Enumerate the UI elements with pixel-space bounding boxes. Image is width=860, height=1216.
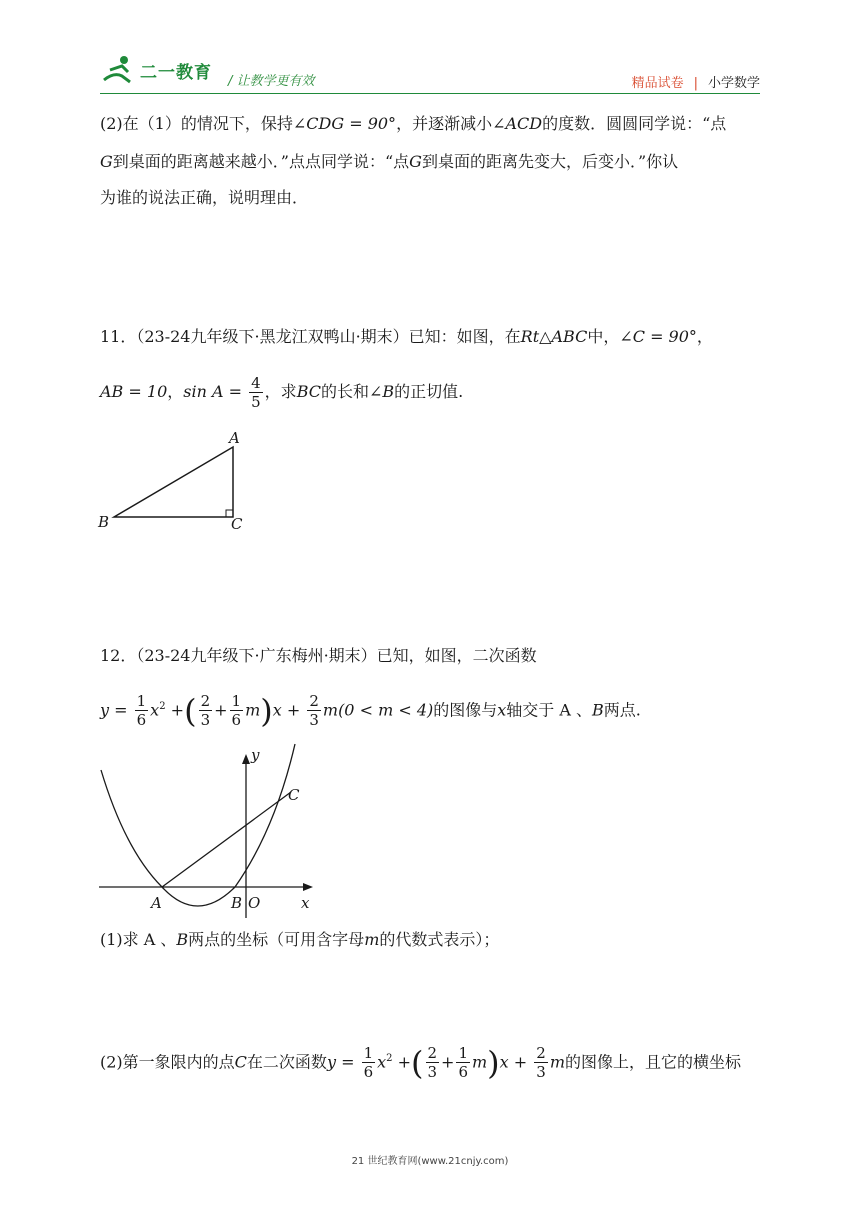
runner-logo-icon: [100, 52, 140, 88]
text: 的长和: [320, 382, 369, 401]
numerator: 2: [536, 1044, 546, 1063]
numerator: 2: [200, 692, 211, 711]
math-sin-a: sin A =: [183, 382, 243, 401]
numerator: 4: [251, 374, 261, 392]
label-b: B: [231, 894, 243, 912]
q10-part2-line3: 为谁的说法正确，说明理由．: [100, 188, 309, 207]
math-condition: (0 < m < 4): [338, 700, 434, 720]
denominator: 6: [458, 1063, 468, 1082]
text: 11．（23-24九年级下·黑龙江双鸭山·期末）已知：如图，在: [100, 327, 521, 346]
paren-close: ): [260, 691, 273, 730]
numerator: 1: [458, 1044, 468, 1063]
header-divider: [100, 93, 760, 94]
math-m: m: [472, 1052, 488, 1072]
text: ，并逐渐减小: [396, 114, 493, 133]
numerator: 2: [427, 1044, 438, 1063]
fraction-1-6: [230, 692, 244, 729]
text: 的代数式表示）；: [379, 930, 500, 949]
page-footer: 21 世纪教育网(www.21cnjy.com): [351, 1156, 509, 1167]
text: 在二次函数: [246, 1052, 327, 1072]
math-x: x: [150, 700, 160, 720]
header-tags: [632, 72, 760, 91]
triangle-abc: [114, 447, 233, 517]
q11-line1: [100, 327, 713, 347]
text: ，: [696, 327, 713, 346]
text: 中，: [587, 327, 620, 346]
math-y-eq: y =: [100, 700, 128, 720]
denominator: 5: [251, 393, 261, 411]
text: 轴交于 A 、: [506, 700, 593, 720]
plus: +: [170, 700, 185, 720]
label-a: A: [229, 429, 240, 447]
denominator: 3: [309, 711, 319, 730]
q12-line1: 12．（23-24九年级下·广东梅州·期末）已知，如图，二次函数: [100, 646, 537, 665]
math-m: m: [549, 1052, 565, 1072]
text: ，: [167, 382, 184, 401]
math-angle-c: ∠C = 90°: [619, 327, 697, 346]
math-m: m: [245, 700, 261, 720]
slogan: / 让教学更有效: [228, 74, 315, 89]
paren-open: (: [184, 691, 197, 730]
fraction-2-3: [307, 692, 321, 729]
numerator: 1: [363, 1044, 374, 1063]
math-angle-acd: ∠ACD: [492, 114, 543, 133]
parabola-curve: [101, 744, 295, 906]
label-c: C: [231, 515, 243, 533]
math-b: B: [176, 930, 189, 949]
header-separator: |: [693, 76, 698, 91]
tag-premium: 精品试卷: [631, 76, 684, 91]
q11-line2: [100, 372, 463, 412]
text: 的正切值.: [394, 382, 464, 401]
denominator: 3: [427, 1063, 438, 1082]
q10-part2-line1: [100, 114, 726, 134]
paren-open: (: [411, 1043, 424, 1082]
math-x: x: [497, 700, 507, 720]
math-angle-b: ∠B: [369, 382, 395, 401]
plus: +: [286, 700, 301, 720]
q12-part2: [100, 1036, 741, 1085]
math-ab: AB = 10: [100, 382, 168, 401]
numerator: 2: [309, 692, 319, 711]
text: 到桌面的距离先变大，后变小．”你认: [421, 152, 679, 171]
text: 的度数．圆圆同学说：“点: [542, 114, 727, 133]
math-triangle: Rt△ABC: [520, 327, 588, 346]
math-point-g: G: [100, 152, 113, 171]
label-a: A: [151, 894, 162, 912]
math-c: C: [234, 1052, 247, 1072]
denominator: 6: [136, 711, 147, 730]
label-x: x: [301, 894, 310, 912]
math-angle-cdg: ∠CDG = 90°: [292, 114, 397, 133]
denominator: 6: [231, 711, 242, 730]
denominator: 3: [536, 1063, 546, 1082]
text: 的图像上，且它的横坐标: [565, 1052, 742, 1072]
text: (2)在（1）的情况下，保持: [100, 114, 293, 133]
text: 到桌面的距离越来越小．”点点同学说：“点: [112, 152, 410, 171]
exponent: 2: [386, 1053, 393, 1064]
numerator: 1: [231, 692, 242, 711]
math-m: m: [322, 700, 339, 720]
fraction-1-6: [135, 692, 149, 729]
y-axis-arrow: [242, 754, 250, 764]
text: 两点的坐标（可用含字母: [188, 930, 365, 949]
q12-part1: [100, 930, 499, 950]
plus: +: [397, 1052, 412, 1072]
math-x: x: [272, 700, 282, 720]
math-y-eq: y =: [326, 1052, 355, 1072]
label-y: y: [251, 746, 260, 764]
parabola-figure: [95, 740, 325, 925]
text: (1)求 A 、: [100, 930, 177, 949]
plus: +: [441, 1052, 455, 1072]
q12-equation-line: [100, 684, 641, 733]
exponent: 2: [159, 701, 166, 712]
text: ，求: [264, 382, 297, 401]
logo: [100, 52, 340, 92]
math-b: B: [592, 700, 604, 720]
text: 两点.: [603, 700, 641, 720]
fraction-1-6: [456, 1044, 470, 1081]
fraction-2-3: [426, 1044, 440, 1081]
fraction-2-3: [199, 692, 213, 729]
line-ac: [162, 792, 291, 887]
paren-close: ): [487, 1043, 500, 1082]
text: 的图像与: [433, 700, 498, 720]
fraction-2-3: [534, 1044, 548, 1081]
label-b: B: [98, 513, 110, 531]
plus: +: [513, 1052, 528, 1072]
math-x: x: [499, 1052, 509, 1072]
math-m: m: [364, 930, 380, 949]
fraction-1-6: [362, 1044, 376, 1081]
text: (2)第一象限内的点: [100, 1052, 235, 1072]
label-o: O: [248, 894, 261, 912]
denominator: 3: [200, 711, 211, 730]
q10-part2-line2: [100, 152, 678, 172]
math-x: x: [377, 1052, 387, 1072]
x-axis-arrow: [303, 883, 313, 891]
label-c: C: [288, 786, 300, 804]
fraction-4-5: [249, 374, 263, 411]
math-point-g: G: [409, 152, 422, 171]
brand-name: 二一教育: [140, 63, 212, 83]
plus: +: [214, 700, 228, 720]
denominator: 6: [363, 1063, 374, 1082]
triangle-figure: [90, 425, 270, 535]
numerator: 1: [136, 692, 147, 711]
tag-subject: 小学数学: [707, 76, 760, 91]
math-bc: BC: [296, 382, 321, 401]
